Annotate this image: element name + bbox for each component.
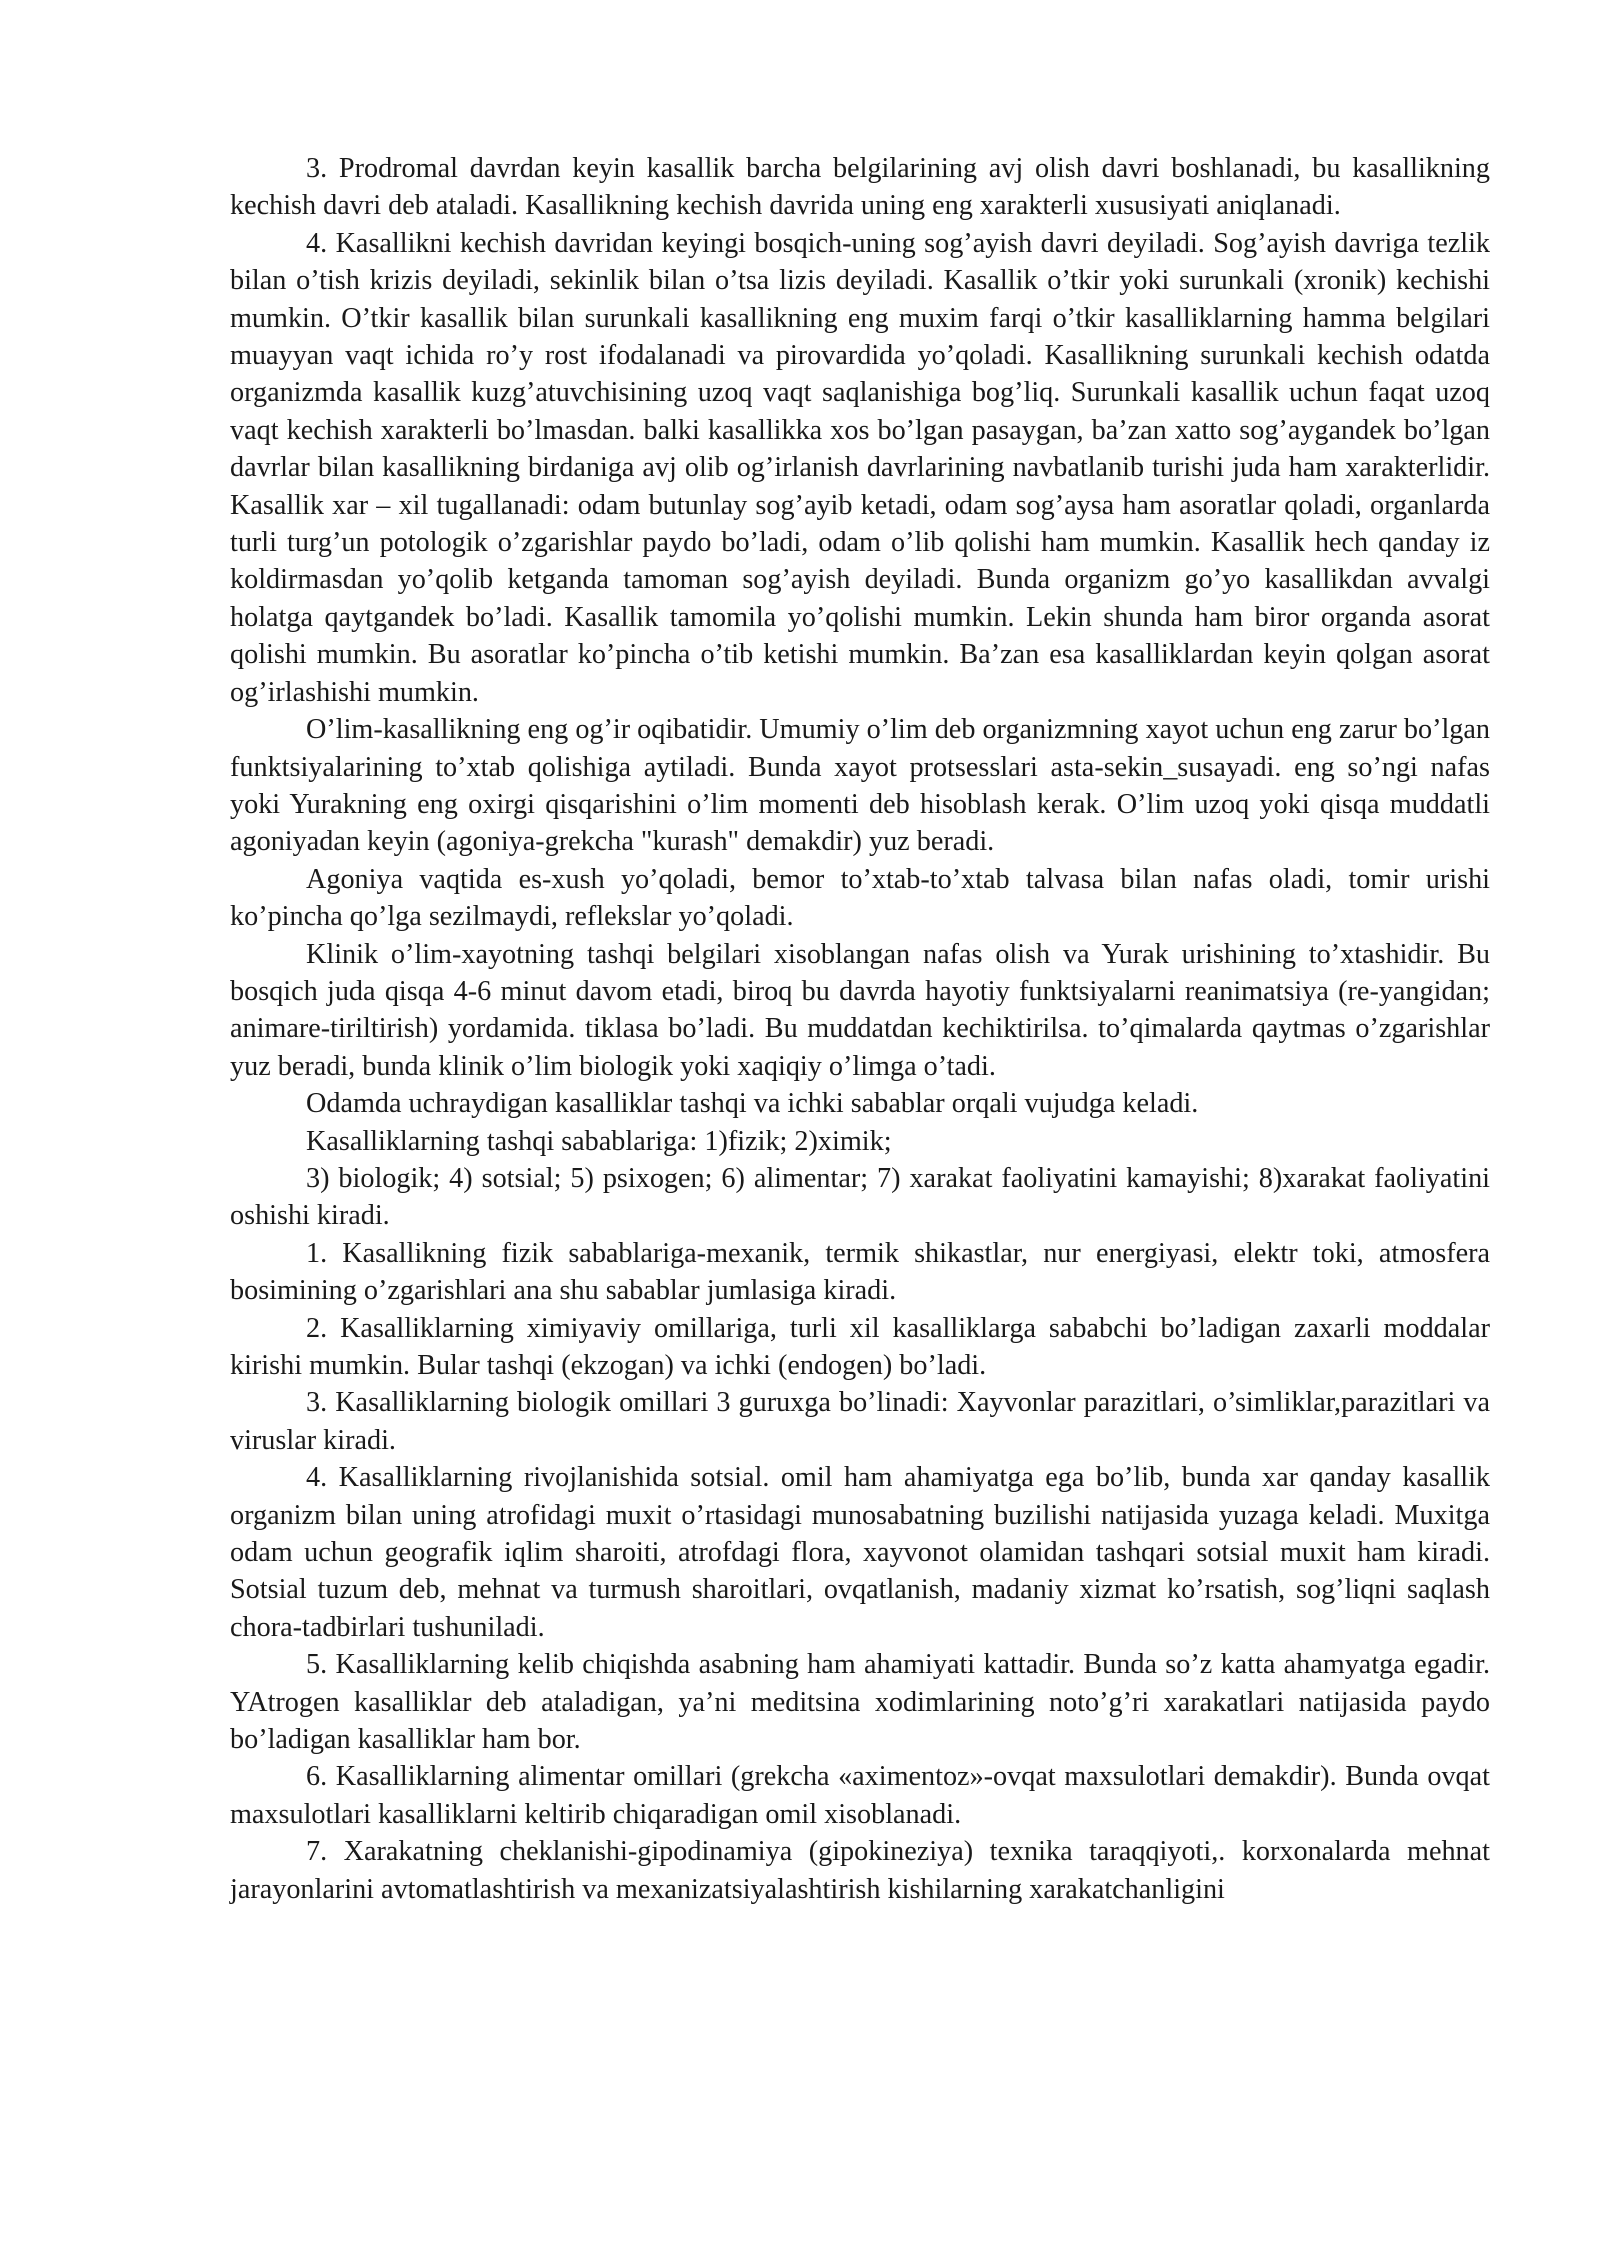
paragraph-recovery: 4. Kasallikni kechish davridan keyingi bosqich-uning sog’ayish davri deyiladi. Sog’ayish davriga tezlik bilan o’tish krizis deyiladi, sekinlik bilan o’tsa lizis deyiladi. Kasallik o’tkir yoki surunkali (xronik) kechishi mumkin. O’tkir kasallik bilan surunkali kasallikning eng muxim farqi o’tkir kasalliklarning hamma belgilari muayyan vaqt ichida ro’y rost ifodalanadi va pirovardida yo’qoladi. Kasallikning surunkali kechish odatda organizmda kasallik kuzg’atuvchisining uzoq vaqt saqlanishiga bog’liq. Surunkali kasallik uchun faqat uzoq vaqt kechish xarakterli bo’lmasdan. balki kasallikka xos bo’lgan pasaygan, ba’zan xatto sog’aygandek bo’lgan davrlar bilan kasallikning birdaniga avj olib og’irlanish davrlarining navbatlanib turishi juda ham xarakterlidir. Kasallik xar – xil tugallanadi: odam butunlay sog’ayib ketadi, odam sog’aysa ham asoratlar qoladi, organlarda turli turg’un potologik o’zgarishlar paydo bo’ladi, odam o’lib qolishi ham mumkin. Kasallik hech qanday iz koldirmasdan yo’qolib ketganda tamoman sog’ayish deyiladi. Bunda organizm go’yo kasallikdan avvalgi holatga qaytgandek bo’ladi. Kasallik tamomila yo’qolishi mumkin. Lekin shunda ham biror organda asorat qolishi mumkin. Bu asoratlar ko’pincha o’tib ketishi mumkin. Ba’zan esa kasalliklardan keyin qolgan asorat og’irlashishi mumkin. (230, 227, 1490, 708)
paragraph-prodromal: 3. Prodromal davrdan keyin kasallik barcha belgilarining avj olish davri boshlanadi, bu kasallikning kechish davri deb ataladi. Kasallikning kechish davrida uning eng xarakterli xususiyati aniqlanadi. (230, 153, 1490, 222)
paragraph-chemical-causes: 2. Kasalliklarning ximiyaviy omillariga, turli xil kasalliklarga sababchi bo’ladigan zaxarli moddalar kirishi mumkin. Bular tashqi (ekzogan) va ichki (endogen) bo’ladi. (230, 1312, 1490, 1381)
document-page (230, 150, 1490, 1908)
paragraph-causes-intro: Odamda uchraydigan kasalliklar tashqi va ichki sabablar orqali vujudga keladi. (306, 1088, 1199, 1120)
paragraph-clinical-death: Klinik o’lim-xayotning tashqi belgilari xisoblangan nafas olish va Yurak urishining to’xtashidir. Bu bosqich juda qisqa 4-6 minut davom etadi, biroq bu davrda hayotiy funktsiyalarni reanimatsiya (re-yangidan; animare-tiriltirish) yordamida. tiklasa bo’ladi. Bu muddatdan kechiktirilsa. to’qimalarda qaytmas o’zgarishlar yuz beradi, bunda klinik o’lim biologik yoki xaqiqiy o’limga o’tadi. (230, 938, 1490, 1082)
paragraph-psychogenic-causes: 5. Kasalliklarning kelib chiqishda asabning ham ahamiyati kattadir. Bunda so’z katta ahamyatga egadir. YAtrogen kasalliklar deb ataladigan, ya’ni meditsina xodimlarining noto’g’ri xarakatlari natijasida paydo bo’ladigan kasalliklar ham bor. (230, 1649, 1490, 1756)
paragraph-social-causes: 4. Kasalliklarning rivojlanishida sotsial. omil ham ahamiyatga ega bo’lib, bunda xar qanday kasallik organizm bilan uning atrofidagi muxit o’rtasidagi munosabatning buzilishi natijasida yuzaga keladi. Muxitga odam uchun geografik iqlim sharoiti, atrofdagi flora, xayvonot olamidan tashqari sotsial muxit ham kiradi. Sotsial tuzum deb, mehnat va turmush sharoitlari, ovqatlanish, madaniy xizmat ko’rsatish, sog’liqni saqlash chora-tadbirlari tushuniladi. (230, 1462, 1490, 1643)
paragraph-alimentary-causes: 6. Kasalliklarning alimentar omillari (grekcha «aximentoz»-ovqat maxsulotlari demakdir). Bunda ovqat maxsulotlari kasalliklarni keltirib chiqaradigan omil xisoblanadi. (230, 1761, 1490, 1830)
paragraph-hypodynamia: 7. Xarakatning cheklanishi-gipodinamiya (gipokineziya) texnika taraqqiyoti,. korxonalarda mehnat jarayonlarini avtomatlashtirish va mexanizatsiyalashtirish kishilarning xarakatchanligini (230, 1836, 1490, 1905)
paragraph-external-causes: Kasalliklarning tashqi sabablariga: 1)fizik; 2)ximik; (306, 1125, 892, 1157)
paragraph-agony: Agoniya vaqtida es-xush yo’qoladi, bemor to’xtab-to’xtab talvasa bilan nafas oladi, tomir urishi ko’pincha qo’lga sezilmaydi, reflekslar yo’qoladi. (230, 863, 1490, 933)
paragraph-death: O’lim-kasallikning eng og’ir oqibatidir. Umumiy o’lim deb organizmning xayot uchun eng zarur bo’lgan funktsiyalarining to’xtab qolishiga aytiladi. Bunda xayot protsesslari asta-sekin_susayadi. eng so’ngi nafas yoki Yurakning eng oxirgi qisqarishini o’lim momenti deb hisoblash kerak. O’lim uzoq yoki qisqa muddatli agoniyadan keyin (agoniya-grekcha "kurash" demakdir) yuz beradi. (230, 714, 1490, 858)
paragraph-cause-list: 3) biologik; 4) sotsial; 5) psixogen; 6) alimentar; 7) xarakat faoliyatini kamayishi; 8)xarakat faoliyatini oshishi kiradi. (230, 1162, 1490, 1232)
paragraph-biological-causes: 3. Kasalliklarning biologik omillari 3 guruxga bo’linadi: Xayvonlar parazitlari, o’simliklar,parazitlari va viruslar kiradi. (230, 1387, 1490, 1456)
paragraph-physical-causes: 1. Kasallikning fizik sabablariga-mexanik, termik shikastlar, nur energiyasi, elektr toki, atmosfera bosimining o’zgarishlari ana shu sabablar jumlasiga kiradi. (230, 1237, 1490, 1307)
